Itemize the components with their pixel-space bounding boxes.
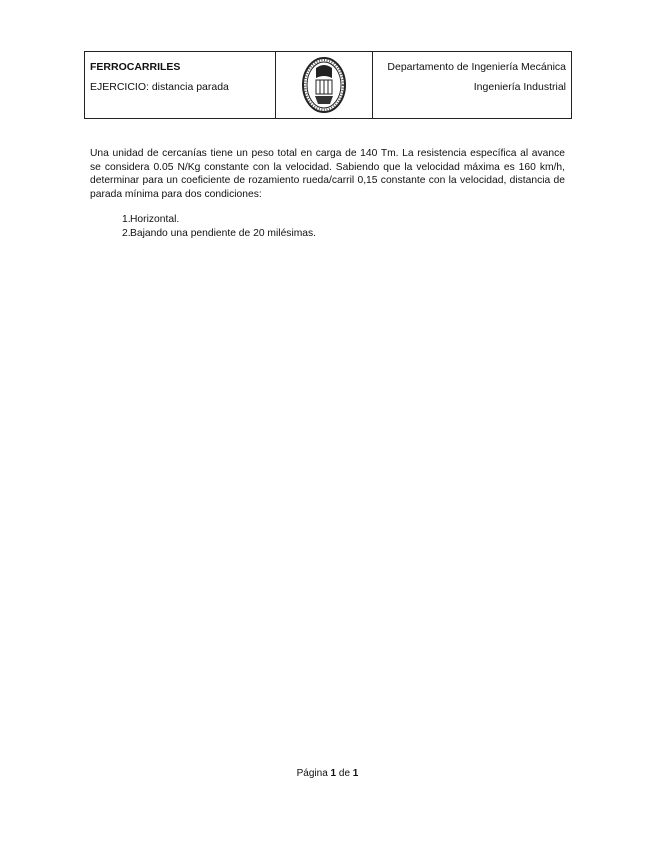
list-item-text: Bajando una pendiente de 20 milésimas. xyxy=(130,227,317,239)
list-item-number: 1. xyxy=(122,214,131,225)
course-title: FERROCARRILES xyxy=(90,61,181,73)
department-name: Departamento de Ingeniería Mecánica xyxy=(387,61,566,73)
total-pages-number: 1 xyxy=(352,768,359,779)
header-logo-cell xyxy=(276,52,373,119)
conditions-list xyxy=(90,213,565,240)
exercise-title: EJERCICIO: distancia parada xyxy=(90,81,229,93)
degree-name: Ingeniería Industrial xyxy=(473,81,566,93)
problem-statement: Una unidad de cercanías tiene un peso total en carga de 140 Tm. La resistencia específica al avance se considera 0.05 N/Kg constante con la velocidad. Sabiendo que la velocidad máxima es 160 km/h, determinar para un coeficiente de rozamiento rueda/carril 0,15 constante con la velocidad, distancia de parada mínima para dos condiciones: xyxy=(90,148,565,200)
document-header xyxy=(84,51,572,119)
list-item xyxy=(90,213,565,227)
exercise-body xyxy=(90,147,565,240)
of-label: de xyxy=(338,768,351,779)
page-label: Página xyxy=(296,768,328,779)
list-item xyxy=(90,227,565,241)
list-item-number: 2. xyxy=(122,227,131,239)
page-footer xyxy=(0,768,655,779)
list-item-text: Horizontal. xyxy=(130,214,180,225)
university-seal-icon xyxy=(301,56,347,114)
header-right-cell xyxy=(373,52,572,119)
current-page-number: 1 xyxy=(330,768,337,779)
header-left-cell xyxy=(85,52,276,119)
